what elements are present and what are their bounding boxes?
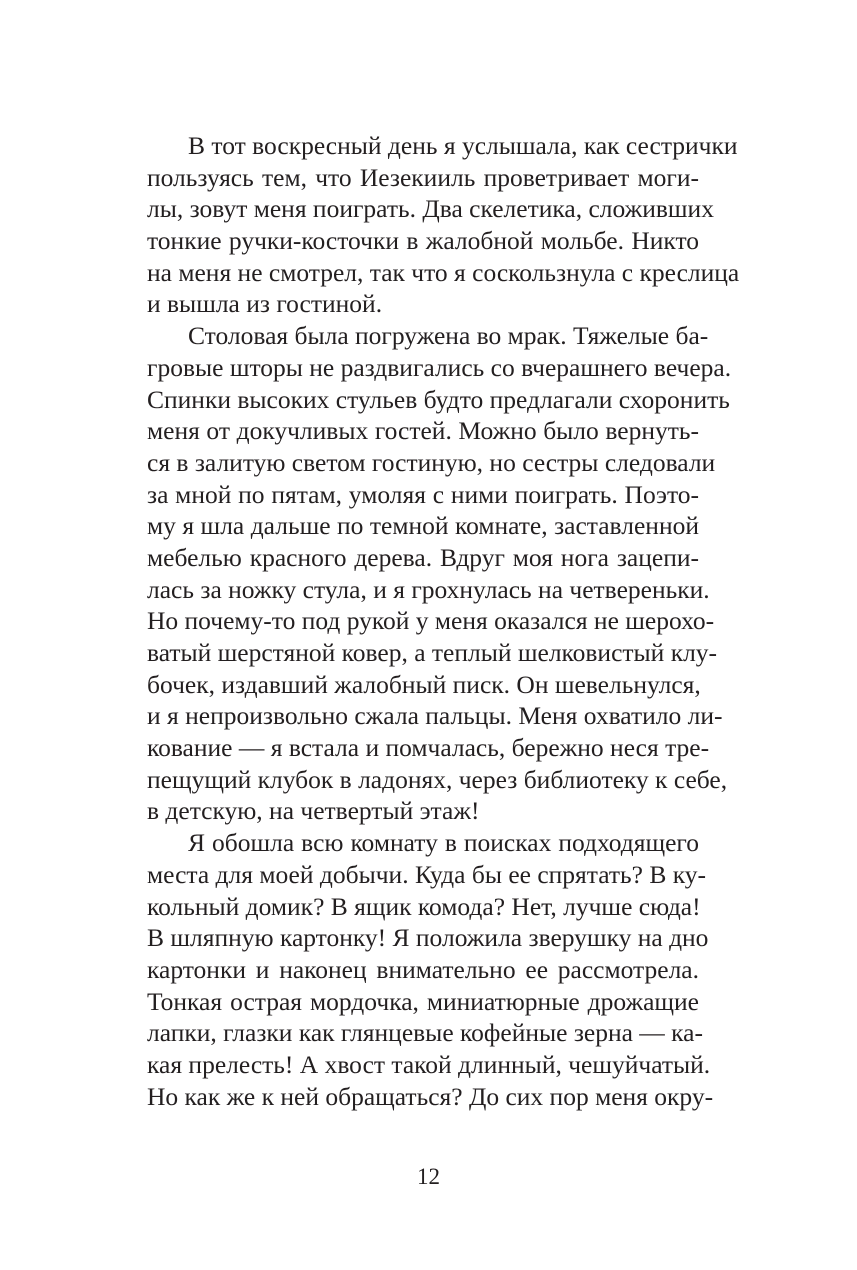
- text-line: места для моей добычи. Куда бы ее спрятать? В ку-: [147, 859, 707, 889]
- text-line: пещущий клубок в ладонях, через библиотеку к себе,: [147, 764, 728, 794]
- text-line: кольный домик? В ящик комода? Нет, лучше сюда!: [147, 891, 701, 921]
- text-line: за мной по пятам, умоляя с ними поиграть. Поэто-: [147, 479, 699, 509]
- text-line: Но как же к ней обращаться? До сих пор меня окру-: [147, 1081, 714, 1111]
- text-line: пользуясь тем, что Иезекииль проветривает моги-: [147, 162, 699, 192]
- text-line: и я непроизвольно сжала пальцы. Меня охватило ли-: [147, 701, 723, 731]
- text-line: Спинки высоких стульев будто предлагали схоронить: [147, 384, 730, 414]
- text-line: Я обошла всю комнату в поисках подходящего: [188, 828, 699, 858]
- text-line: кая прелесть! А хвост такой длинный, чешуйчатый.: [147, 1049, 711, 1079]
- text-line: ся в залитую светом гостиную, но сестры следовали: [147, 447, 716, 477]
- text-line: лась за ножку стула, и я грохнулась на четвереньки.: [147, 574, 710, 604]
- text-line: Тонкая острая мордочка, миниатюрные дрожащие: [147, 986, 699, 1016]
- text-line: му я шла дальше по темной комнате, заставленной: [147, 511, 699, 541]
- text-line: Но почему-то под рукой у меня оказался не шерохо-: [147, 606, 715, 636]
- text-line: и вышла из гостиной.: [147, 289, 383, 319]
- text-line: картонки и наконец внимательно ее рассмотрела.: [147, 954, 699, 984]
- text-line: Столовая была погружена во мрак. Тяжелые ба-: [188, 321, 709, 351]
- text-line: меня от докучливых гостей. Можно было вернуть-: [147, 416, 699, 446]
- text-line: тонкие ручки-косточки в жалобной мольбе. Никто: [147, 226, 699, 256]
- page-number: 12: [417, 1164, 440, 1189]
- text-line: ватый шерстяной ковер, а теплый шелковистый клу-: [147, 638, 718, 667]
- text-line: гровые шторы не раздвигались со вчерашнего вечера.: [147, 352, 732, 382]
- text-line: в детскую, на четвертый этаж!: [147, 796, 480, 826]
- text-line: на меня не смотрел, так что я соскользнула с креслица: [147, 257, 740, 287]
- text-line: кование — я встала и помчалась, бережно неся тре-: [147, 733, 710, 763]
- text-line: лы, зовут меня поиграть. Два скелетика, сложивших: [147, 194, 714, 224]
- text-line: В шляпную картонку! Я положила зверушку на дно: [147, 923, 709, 953]
- text-line: лапки, глазки как глянцевые кофейные зерна — ка-: [147, 1018, 703, 1048]
- body-text: [147, 130, 740, 1112]
- text-line: В тот воскресный день я услышала, как сестрички: [188, 131, 738, 160]
- text-line: мебелью красного дерева. Вдруг моя нога зацепи-: [147, 542, 699, 572]
- text-line: бочек, издавший жалобный писк. Он шевельнулся,: [147, 669, 701, 699]
